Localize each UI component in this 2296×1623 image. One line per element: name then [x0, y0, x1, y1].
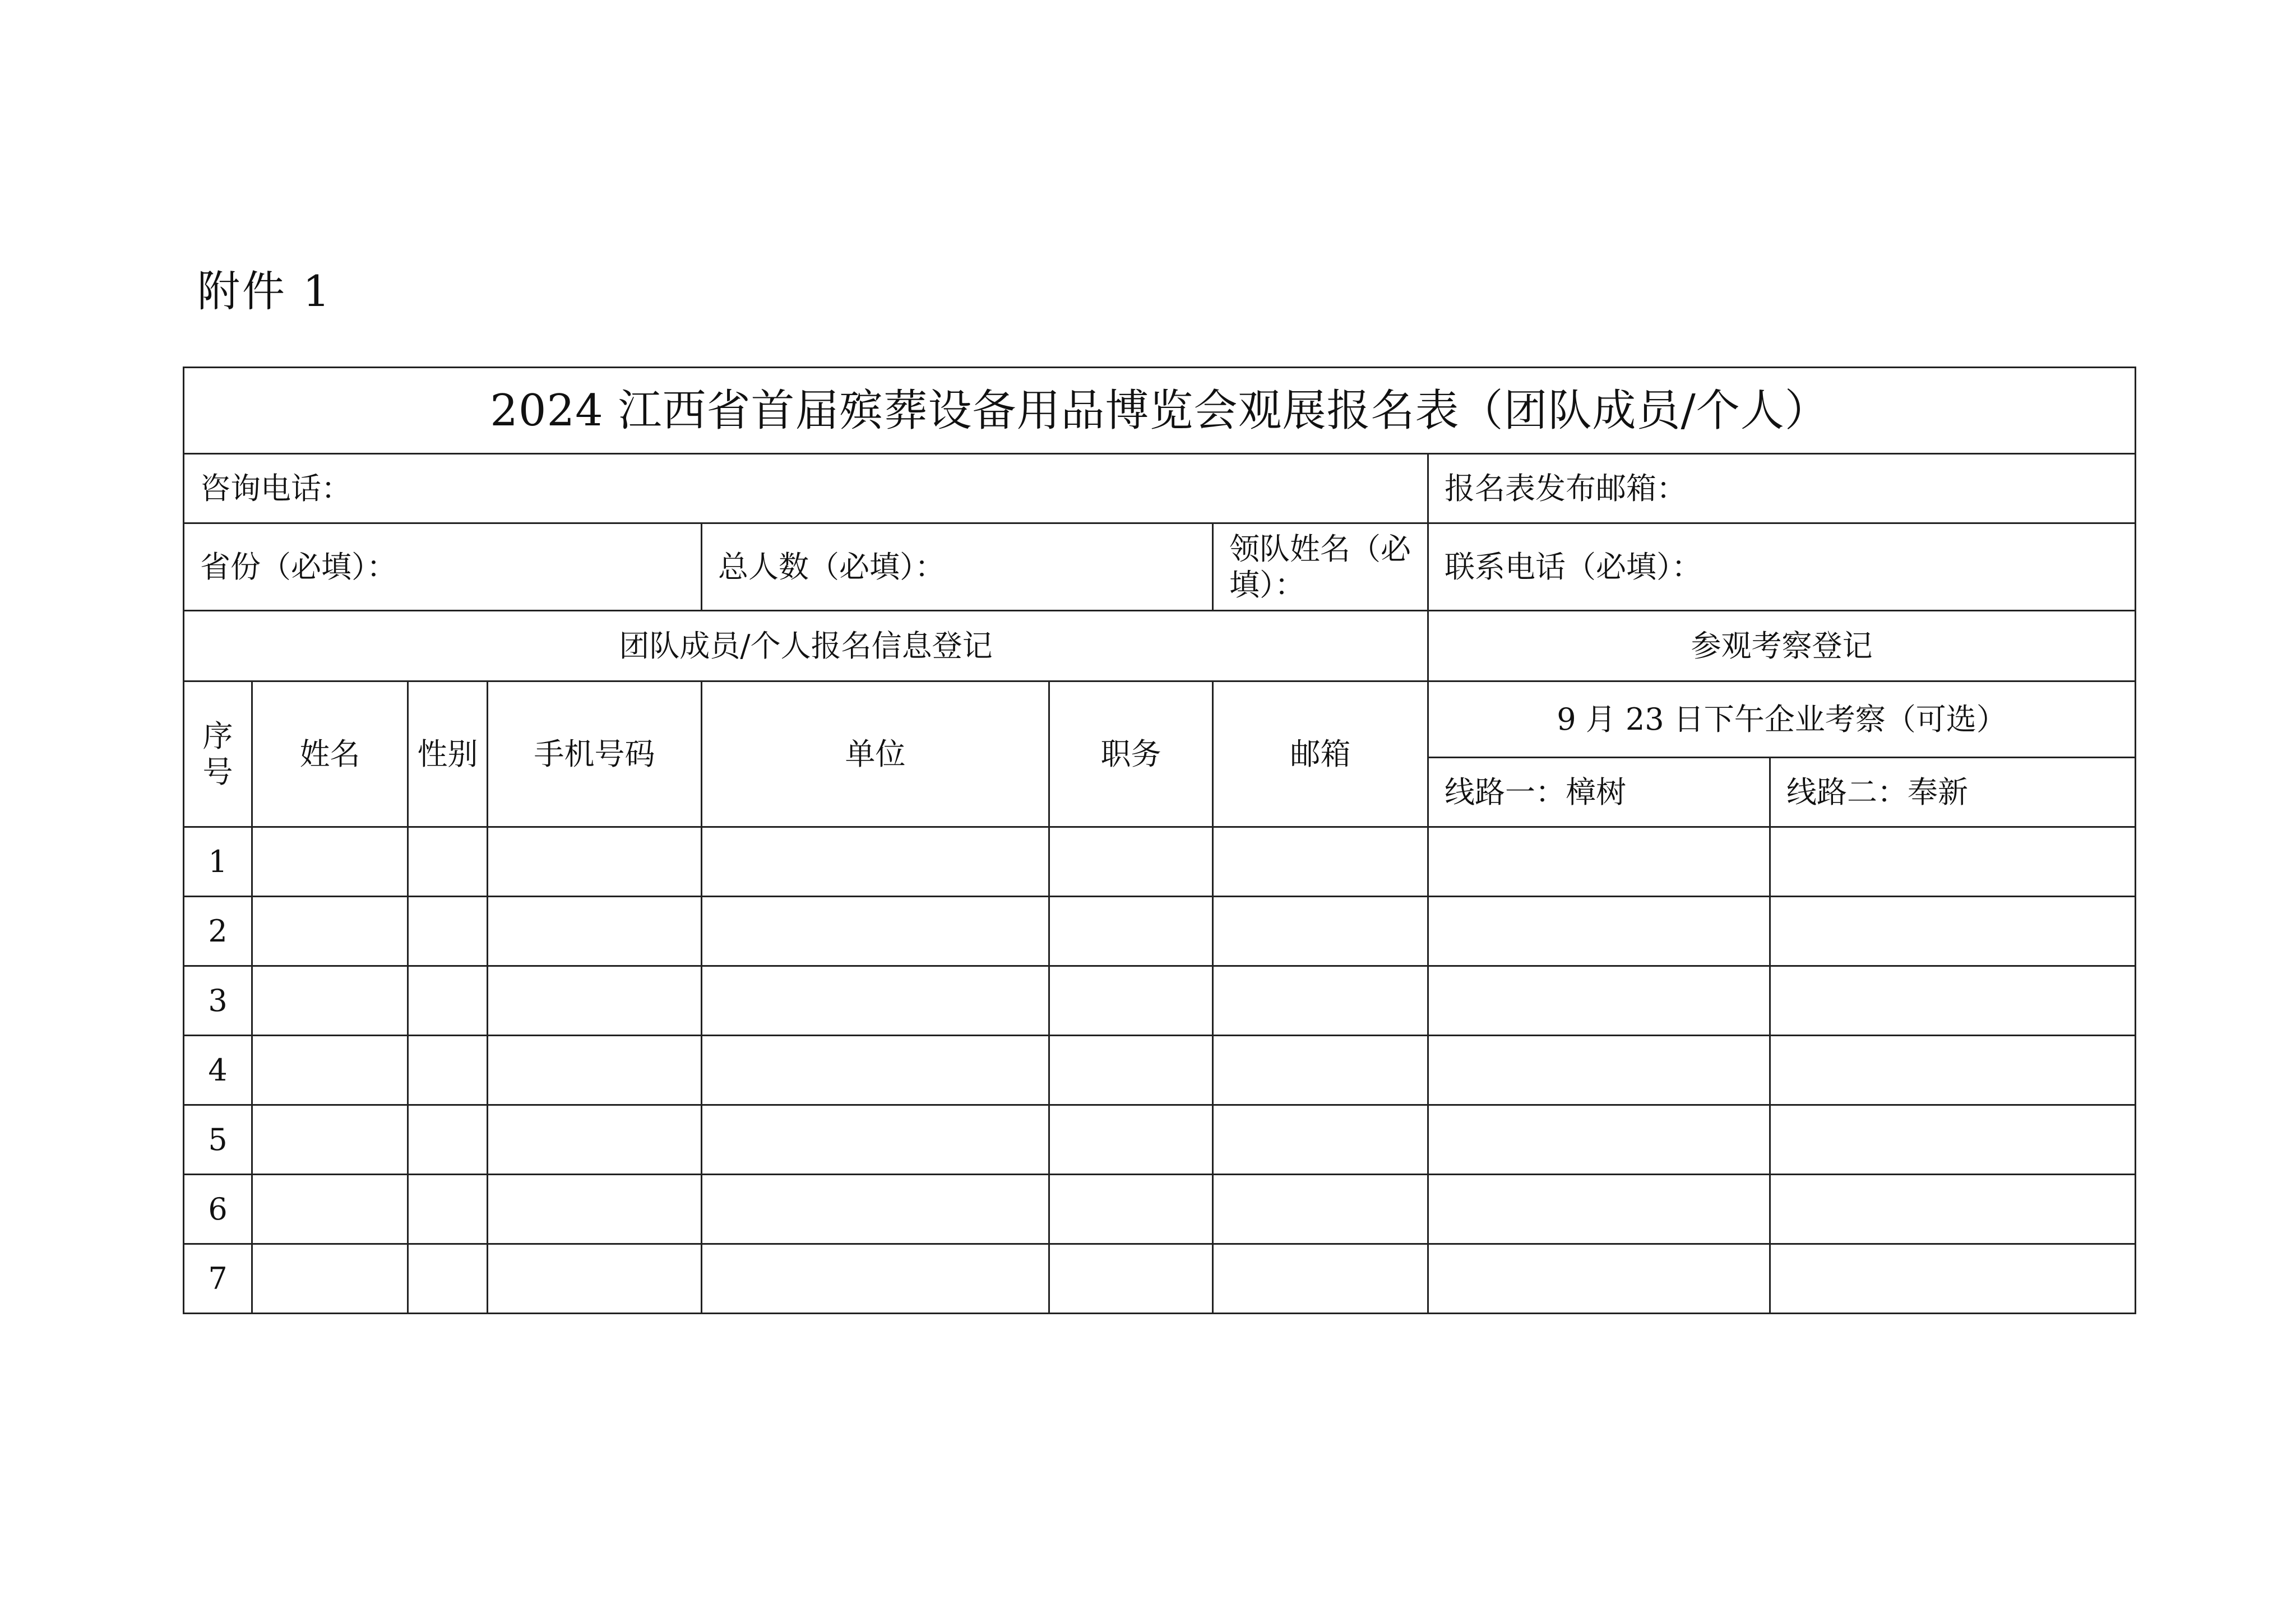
gender-cell[interactable]	[408, 827, 488, 897]
position-cell[interactable]	[1049, 897, 1213, 966]
mobile-cell[interactable]	[488, 1244, 702, 1314]
row-number: 5	[184, 1105, 252, 1175]
gender-cell[interactable]	[408, 1036, 488, 1105]
mobile-cell[interactable]	[488, 1036, 702, 1105]
mobile-cell[interactable]	[488, 897, 702, 966]
table-row	[184, 1244, 2136, 1314]
route-one-cell[interactable]	[1428, 1105, 1770, 1175]
unit-cell[interactable]	[702, 966, 1049, 1036]
form-title: 2024 江西省首届殡葬设备用品博览会观展报名表（团队成员/个人）	[184, 368, 2136, 454]
mobile-cell[interactable]	[488, 966, 702, 1036]
column-header-index: 序号	[184, 681, 252, 827]
route-two-cell[interactable]	[1770, 827, 2136, 897]
row-number: 6	[184, 1175, 252, 1244]
route-one-cell[interactable]	[1428, 897, 1770, 966]
table-row	[184, 1175, 2136, 1244]
route-two-cell[interactable]	[1770, 1244, 2136, 1314]
section-header-row	[184, 611, 2136, 681]
position-cell[interactable]	[1049, 1105, 1213, 1175]
unit-cell[interactable]	[702, 1175, 1049, 1244]
publish-email-field[interactable]: 报名表发布邮箱：	[1428, 454, 2136, 523]
route-one-cell[interactable]	[1428, 827, 1770, 897]
visit-date-header: 9 月 23 日下午企业考察（可选）	[1428, 681, 2136, 758]
row-number: 7	[184, 1244, 252, 1314]
route-one-cell[interactable]	[1428, 1175, 1770, 1244]
position-cell[interactable]	[1049, 1036, 1213, 1105]
attachment-label: 附件 1	[197, 266, 332, 316]
position-cell[interactable]	[1049, 1244, 1213, 1314]
route-two-cell[interactable]	[1770, 897, 2136, 966]
route-one-cell[interactable]	[1428, 966, 1770, 1036]
email-cell[interactable]	[1213, 1105, 1428, 1175]
route-one-cell[interactable]	[1428, 1244, 1770, 1314]
table-row	[184, 897, 2136, 966]
route-two-header: 线路二：奉新	[1770, 758, 2136, 827]
contact-info-row	[184, 454, 2136, 523]
table-row	[184, 1105, 2136, 1175]
column-header-gender: 性别	[408, 681, 488, 827]
position-cell[interactable]	[1049, 966, 1213, 1036]
unit-cell[interactable]	[702, 1036, 1049, 1105]
column-header-row	[184, 681, 2136, 758]
route-one-cell[interactable]	[1428, 1036, 1770, 1105]
team-info-row	[184, 523, 2136, 611]
leader-name-field[interactable]: 领队姓名（必填）：	[1213, 523, 1428, 611]
route-one-header: 线路一：樟树	[1428, 758, 1770, 827]
gender-cell[interactable]	[408, 1175, 488, 1244]
unit-cell[interactable]	[702, 1244, 1049, 1314]
column-header-email: 邮箱	[1213, 681, 1428, 827]
position-cell[interactable]	[1049, 1175, 1213, 1244]
position-cell[interactable]	[1049, 827, 1213, 897]
email-cell[interactable]	[1213, 827, 1428, 897]
column-header-mobile: 手机号码	[488, 681, 702, 827]
visit-section-header: 参观考察登记	[1428, 611, 2136, 681]
route-two-cell[interactable]	[1770, 1105, 2136, 1175]
unit-cell[interactable]	[702, 897, 1049, 966]
email-cell[interactable]	[1213, 897, 1428, 966]
total-people-field[interactable]: 总人数（必填）：	[702, 523, 1213, 611]
registration-form-table	[183, 367, 2136, 1314]
gender-cell[interactable]	[408, 966, 488, 1036]
email-cell[interactable]	[1213, 966, 1428, 1036]
row-number: 4	[184, 1036, 252, 1105]
province-field[interactable]: 省份（必填）：	[184, 523, 702, 611]
mobile-cell[interactable]	[488, 1175, 702, 1244]
name-cell[interactable]	[252, 1244, 408, 1314]
unit-cell[interactable]	[702, 827, 1049, 897]
row-number: 3	[184, 966, 252, 1036]
name-cell[interactable]	[252, 1175, 408, 1244]
route-two-cell[interactable]	[1770, 1175, 2136, 1244]
route-two-cell[interactable]	[1770, 966, 2136, 1036]
members-section-header: 团队成员/个人报名信息登记	[184, 611, 1428, 681]
table-row	[184, 827, 2136, 897]
email-cell[interactable]	[1213, 1036, 1428, 1105]
name-cell[interactable]	[252, 1105, 408, 1175]
mobile-cell[interactable]	[488, 1105, 702, 1175]
contact-phone-field[interactable]: 联系电话（必填）：	[1428, 523, 2136, 611]
form-title-row	[184, 368, 2136, 454]
email-cell[interactable]	[1213, 1175, 1428, 1244]
column-header-unit: 单位	[702, 681, 1049, 827]
table-row	[184, 966, 2136, 1036]
unit-cell[interactable]	[702, 1105, 1049, 1175]
route-two-cell[interactable]	[1770, 1036, 2136, 1105]
table-row	[184, 1036, 2136, 1105]
name-cell[interactable]	[252, 1036, 408, 1105]
consult-phone-field[interactable]: 咨询电话：	[184, 454, 1428, 523]
column-header-name: 姓名	[252, 681, 408, 827]
row-number: 1	[184, 827, 252, 897]
email-cell[interactable]	[1213, 1244, 1428, 1314]
gender-cell[interactable]	[408, 897, 488, 966]
name-cell[interactable]	[252, 966, 408, 1036]
gender-cell[interactable]	[408, 1105, 488, 1175]
row-number: 2	[184, 897, 252, 966]
gender-cell[interactable]	[408, 1244, 488, 1314]
mobile-cell[interactable]	[488, 827, 702, 897]
name-cell[interactable]	[252, 827, 408, 897]
name-cell[interactable]	[252, 897, 408, 966]
column-header-position: 职务	[1049, 681, 1213, 827]
